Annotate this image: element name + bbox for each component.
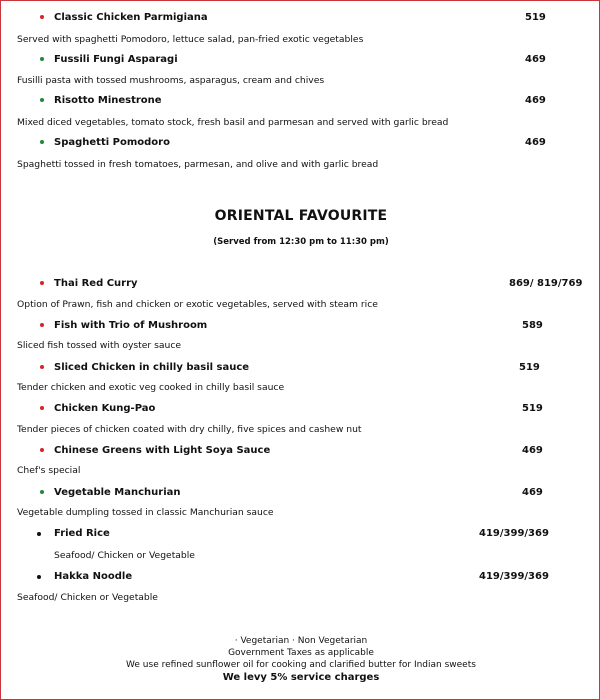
item-price: 469 bbox=[525, 137, 546, 148]
item-name: Fish with Trio of Mushroom bbox=[54, 320, 208, 331]
item-description: Fusilli pasta with tossed mushrooms, asparagus, cream and chives bbox=[17, 75, 325, 86]
item-name: Vegetable Manchurian bbox=[54, 487, 181, 498]
item-price: 519 bbox=[525, 12, 546, 23]
item-price: 519 bbox=[522, 403, 543, 414]
nonveg-dot-icon bbox=[40, 365, 44, 369]
item-name: Hakka Noodle bbox=[54, 571, 133, 582]
item-price: 519 bbox=[519, 362, 540, 373]
oil-note: We use refined sunflower oil for cooking and clarified butter for Indian sweets bbox=[126, 660, 476, 670]
veg-dot-icon bbox=[40, 57, 44, 61]
bullet-icon bbox=[37, 532, 41, 536]
diet-legend: · Vegetarian · Non Vegetarian bbox=[234, 636, 368, 646]
item-name: Classic Chicken Parmigiana bbox=[54, 12, 208, 23]
veg-dot-icon bbox=[40, 140, 44, 144]
item-price: 589 bbox=[522, 320, 543, 331]
nonveg-dot-icon bbox=[40, 323, 44, 327]
item-description: Seafood/ Chicken or Vegetable bbox=[54, 550, 195, 561]
item-description: Option of Prawn, fish and chicken or exotic vegetables, served with steam rice bbox=[17, 299, 378, 310]
item-name: Thai Red Curry bbox=[54, 278, 138, 289]
item-description: Sliced fish tossed with oyster sauce bbox=[17, 340, 182, 351]
item-description: Tender chicken and exotic veg cooked in chilly basil sauce bbox=[17, 382, 285, 393]
item-price: 469 bbox=[522, 445, 543, 456]
item-name: Fussili Fungi Asparagi bbox=[54, 54, 178, 65]
nonveg-dot-icon bbox=[40, 448, 44, 452]
item-name: Risotto Minestrone bbox=[54, 95, 162, 106]
service-charge-note: We levy 5% service charges bbox=[222, 672, 380, 683]
item-price: 419/399/369 bbox=[479, 571, 549, 582]
item-name: Fried Rice bbox=[54, 528, 110, 539]
veg-dot-icon bbox=[40, 98, 44, 102]
nonveg-dot-icon bbox=[40, 281, 44, 285]
veg-dot-icon bbox=[40, 490, 44, 494]
item-name: Chinese Greens with Light Soya Sauce bbox=[54, 445, 271, 456]
item-description: Mixed diced vegetables, tomato stock, fresh basil and parmesan and served with garlic bread bbox=[17, 117, 449, 128]
nonveg-dot-icon bbox=[40, 15, 44, 19]
item-price: 469 bbox=[525, 95, 546, 106]
nonveg-dot-icon bbox=[40, 406, 44, 410]
item-description: Vegetable dumpling tossed in classic Manchurian sauce bbox=[17, 507, 274, 518]
item-description: Served with spaghetti Pomodoro, lettuce salad, pan-fried exotic vegetables bbox=[17, 34, 364, 45]
item-name: Spaghetti Pomodoro bbox=[54, 137, 170, 148]
item-description: Seafood/ Chicken or Vegetable bbox=[17, 592, 158, 603]
bullet-icon bbox=[37, 575, 41, 579]
section-subtitle: (Served from 12:30 pm to 11:30 pm) bbox=[213, 237, 389, 247]
item-name: Sliced Chicken in chilly basil sauce bbox=[54, 362, 250, 373]
section-title: ORIENTAL FAVOURITE bbox=[214, 208, 388, 224]
item-price: 469 bbox=[522, 487, 543, 498]
tax-note: Government Taxes as applicable bbox=[228, 648, 374, 658]
item-price: 869/ 819/769 bbox=[509, 278, 583, 289]
item-price: 469 bbox=[525, 54, 546, 65]
item-price: 419/399/369 bbox=[479, 528, 549, 539]
item-description: Chef's special bbox=[17, 465, 81, 476]
item-description: Tender pieces of chicken coated with dry chilly, five spices and cashew nut bbox=[17, 424, 362, 435]
item-name: Chicken Kung-Pao bbox=[54, 403, 156, 414]
item-description: Spaghetti tossed in fresh tomatoes, parmesan, and olive and with garlic bread bbox=[17, 159, 379, 170]
